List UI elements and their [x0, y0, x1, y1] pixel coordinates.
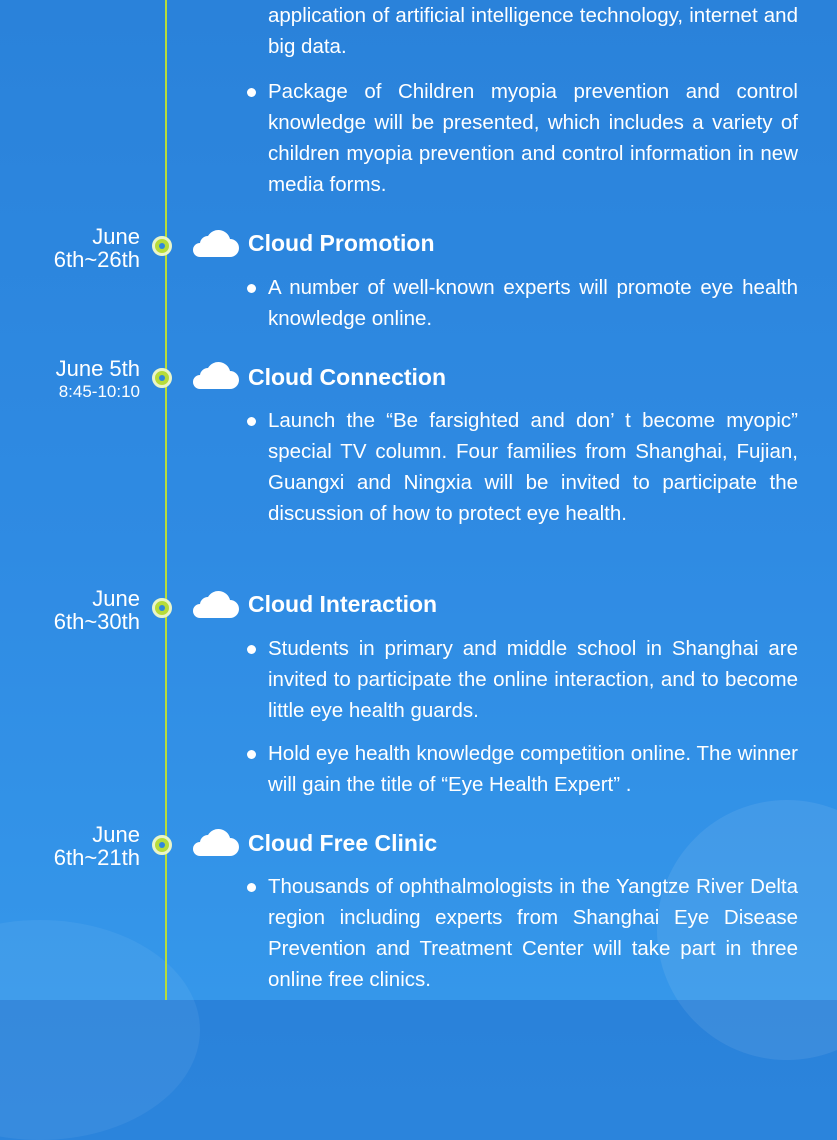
timeline-node [152, 598, 172, 618]
date-line-2: 8:45-10:10 [58, 382, 140, 401]
event-bullet: Students in primary and middle school in Shanghai are invited to participate the online interaction, and to become little eye health guards. [268, 633, 798, 726]
event-bullet: A number of well-known experts will promote eye health knowledge online. [268, 272, 798, 334]
background-glow-left [0, 920, 200, 1140]
date-line-1: June 5th [55, 356, 140, 381]
date-line-1: June [92, 822, 140, 847]
date-line-1: June [92, 586, 140, 611]
event-bullet: Thousands of ophthalmologists in the Yangtze River Delta region including experts from Shanghai Eye Disease Prevention and Treatment Center will take part in three online free clinics. [268, 871, 798, 995]
event-bullet: Hold eye health knowledge competition online. The winner will gain the title of “Eye Health Expert” . [268, 738, 798, 800]
event-title-connection: Cloud Connection [248, 364, 447, 390]
event-bullet: Launch the “Be farsighted and don’ t become myopic” special TV column. Four families from Shanghai, Fujian, Guangxi and Ningxia will be invited to participate the discussion of how to protect eye health. [268, 405, 798, 529]
cloud-icon [190, 229, 240, 259]
event-date-free-clinic [54, 823, 140, 869]
event-title-interaction: Cloud Interaction [248, 591, 438, 617]
cloud-icon [190, 590, 240, 620]
event-title-free-clinic: Cloud Free Clinic [248, 830, 438, 856]
date-line-1: June [92, 224, 140, 249]
timeline-node [152, 835, 172, 855]
cloud-icon [190, 828, 240, 858]
date-line-2: 6th~21th [53, 845, 140, 870]
date-line-2: 6th~26th [53, 247, 140, 272]
timeline-node [152, 236, 172, 256]
date-line-2: 6th~30th [53, 609, 140, 634]
event-title-promotion: Cloud Promotion [248, 230, 435, 256]
timeline-node [152, 368, 172, 388]
event-date-connection [56, 357, 140, 403]
cloud-icon [190, 361, 240, 391]
event-date-promotion [54, 225, 140, 271]
event-date-interaction [54, 587, 140, 633]
intro-continued-text: application of artificial intelligence technology, internet and big data. [268, 4, 798, 58]
intro-bullet: Package of Children myopia prevention and control knowledge will be presented, which includes a variety of children myopia prevention and control information in new media forms. [268, 76, 798, 200]
